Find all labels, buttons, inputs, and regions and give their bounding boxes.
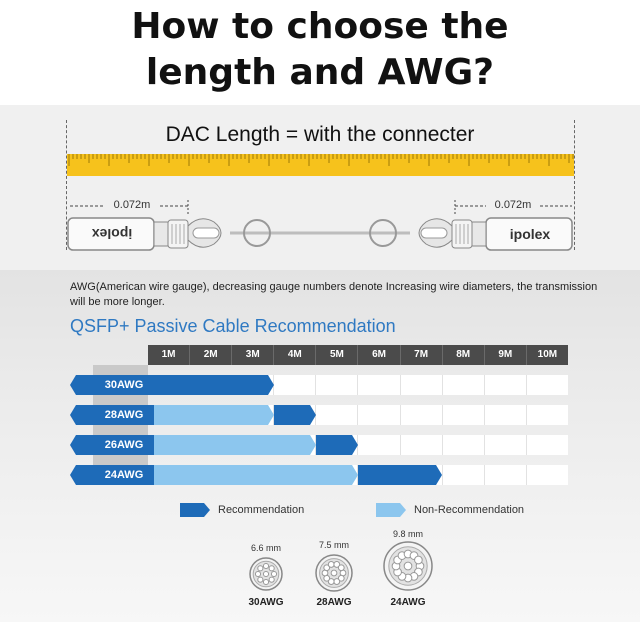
- length-tick-3m: 3M: [231, 345, 273, 365]
- length-tick-6m: 6M: [357, 345, 399, 365]
- length-tick-4m: 4M: [273, 345, 315, 365]
- non-recommendation-bar: [154, 465, 358, 485]
- legend-recommendation-label: Recommendation: [218, 504, 305, 516]
- length-tick-5m: 5M: [315, 345, 357, 365]
- length-tick-10m: 10M: [526, 345, 568, 365]
- legend-non-recommendation-label: Non-Recommendation: [414, 504, 525, 516]
- chart-title: QSFP+ Passive Cable Recommendation: [70, 316, 396, 336]
- length-tick-7m: 7M: [400, 345, 442, 365]
- length-tick-9m: 9M: [484, 345, 526, 365]
- cable-diameter-28awg: 7.5 mm: [318, 540, 349, 550]
- title-line-2: length and AWG?: [145, 52, 495, 93]
- length-tick-2m: 2M: [189, 345, 231, 365]
- title-line-1: How to choose the: [131, 6, 509, 47]
- brand-logo-right: ipolex: [509, 226, 551, 242]
- length-tick-1m: 1M: [161, 349, 176, 360]
- cable-name-30awg: 30AWG: [248, 597, 284, 608]
- brand-logo-left: ipolex: [91, 226, 133, 242]
- cable-name-28awg: 28AWG: [316, 597, 352, 608]
- awg-label-30awg: 30AWG: [104, 379, 144, 391]
- length-tick-8m: 8M: [442, 345, 484, 365]
- awg-label-28awg: 28AWG: [104, 409, 144, 421]
- cable-diameter-24awg: 9.8 mm: [392, 529, 423, 539]
- awg-description: AWG(American wire gauge), decreasing gauge numbers denote Increasing wire diameters, the transmission will be more longer.: [70, 281, 598, 308]
- awg-label-26awg: 26AWG: [104, 439, 144, 451]
- left-connector-length: 0.072m: [113, 199, 151, 211]
- cable-diameter-30awg: 6.6 mm: [250, 543, 281, 553]
- awg-label-24awg: 24AWG: [104, 469, 144, 481]
- right-connector-length: 0.072m: [494, 199, 532, 211]
- cable-name-24awg: 24AWG: [390, 597, 426, 608]
- recommendation-bar: [358, 465, 442, 485]
- dac-length-label: DAC Length = with the connecter: [165, 123, 475, 146]
